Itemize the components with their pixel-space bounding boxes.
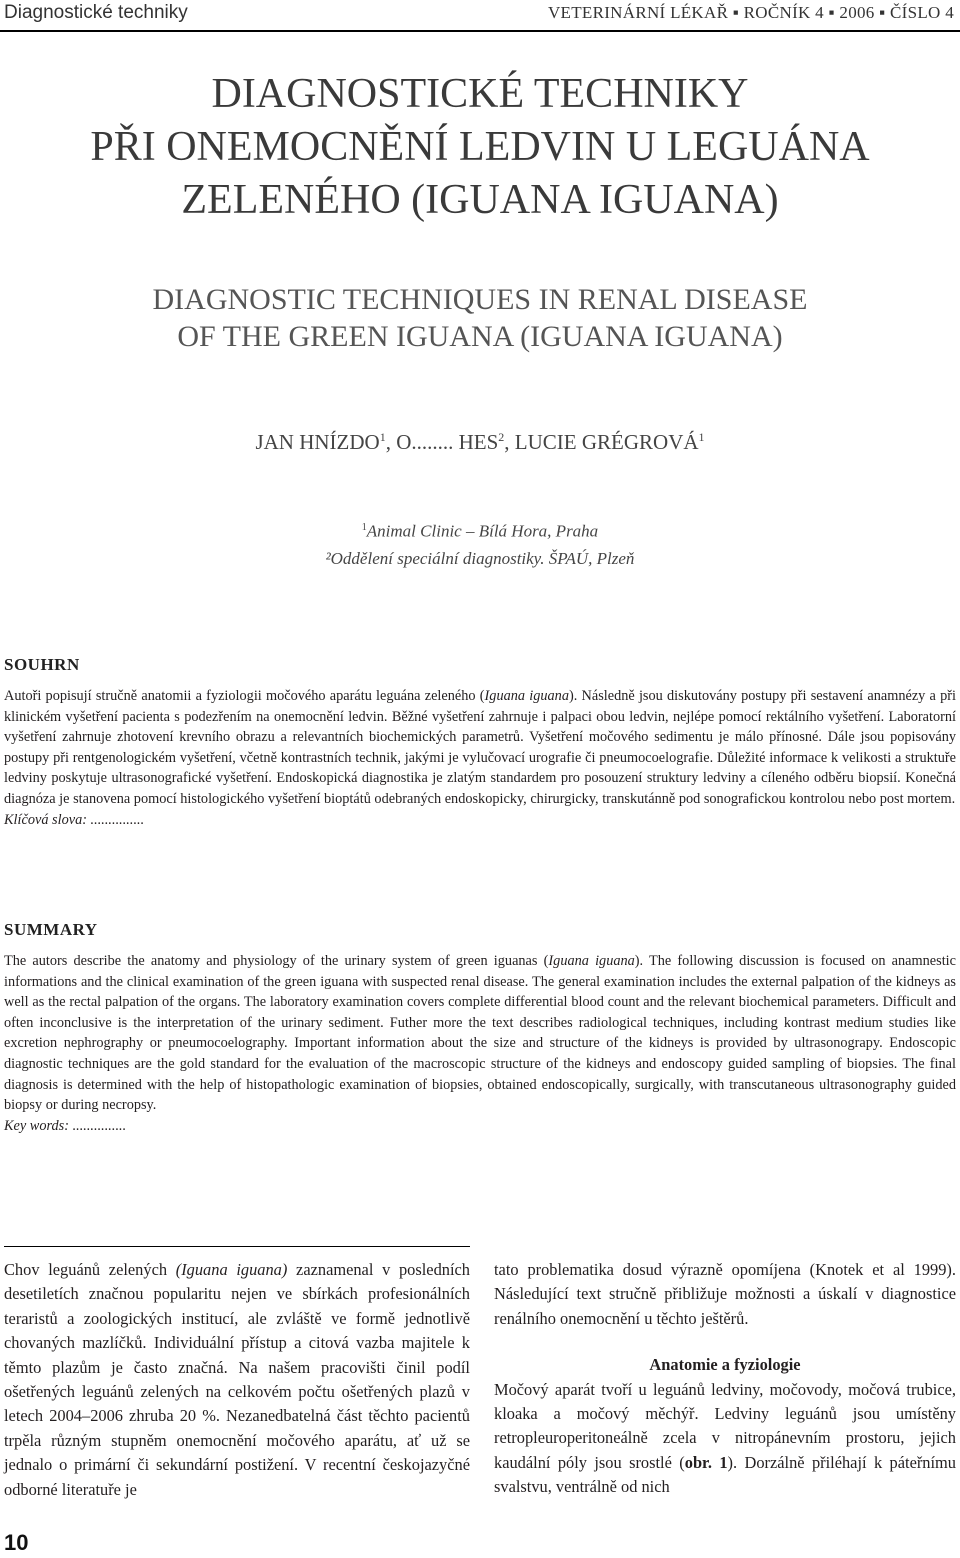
- summary-heading: SUMMARY: [4, 920, 98, 939]
- souhrn-keywords: Klíčová slova: ...............: [4, 811, 145, 828]
- souhrn-text: Autoři popisují stručně anatomii a fyziologii močového aparátu leguána zeleného (Iguana iguana). Následně jsou diskutovány postupy při sestavení anamnézy a při klinickém vyšetření pacienta s podezřením na onemocnění ledvin. Běžné vyšetření zahrnuje i palpaci obou ledvin, nejlépe pomocí rektálního vyšetření. Laboratorní vyšetření zahrnuje zhotovení krevního obrazu a relevantních biochemických parametrů. Vyšetření močového sedimentu je málo přínosné. Dále jsou popisovány postupy při rentgenologickém vyšetření, včetně kontrastních technik, jakými je vylučovací urografie či pneumocoelografie. Důležité informace k velikosti a struktuře ledviny poskytuje ultrasonografické vyšetření. Endoskopická diagnostika je zlatým standardem pro posouzení struktury ledviny a cíleného odběru biopsií. Konečná diagnóza je stanovena pomocí histologického vyšetření bioptátů odebraných endoskopicky, chirurgicky, transkutánně pod sonografickou kontrolou nebo post mortem. Klíčová slova: ...............: [4, 686, 956, 830]
- running-header-section: Diagnostické techniky: [4, 2, 188, 23]
- affiliation-2: ²Oddělení speciální diagnostiky. ŠPAÚ, Plzeň: [325, 548, 635, 568]
- souhrn-heading: SOUHRN: [4, 655, 80, 674]
- author-1: JAN HNÍZDO: [255, 430, 380, 454]
- species-name: Iguana iguana: [484, 688, 569, 704]
- subtitle-line-1: DIAGNOSTIC TECHNIQUES IN RENAL DISEASE: [152, 283, 808, 316]
- figure-reference: obr. 1: [684, 1452, 728, 1472]
- header-divider: [0, 30, 960, 32]
- running-header-journal: VETERINÁRNÍ LÉKAŘ ▪ ROČNÍK 4 ▪ 2006 ▪ ČÍSLO 4: [547, 3, 954, 22]
- body-column-left: Chov leguánů zelených (Iguana iguana) zaznamenal v posledních desetiletích značnou popularitu nejen ve sbírkách profesionálních teraristů a zoologických institucí, ale zvláště ve formě jednotlivě chovaných mazlíčků. Individuální přístup a citová vazba majitele k těmto plazům je často značná. Na našem pracovišti činil podíl ošetřených leguánů zelených na celkovém počtu ošetřených plazů v letech 2004–2006 zhruba 20 %. Nezanedbatelná část těchto pacientů trpěla různým stupněm onemocnění močového aparátu, ať už se jednalo o primární či sekundární postižení. V recentní českojazyčné odborné literatuře je: [4, 1260, 470, 1499]
- body-paragraph: tato problematika dosud výrazně opomíjena (Knotek et al 1999). Následující text stručně přibližuje možnosti a úskalí v diagnostice renálního onemocnění u těchto ještěrů.: [494, 1260, 956, 1328]
- species-name: (Iguana iguana): [175, 1260, 288, 1279]
- title-line-2: PŘI ONEMOCNĚNÍ LEDVIN U LEGUÁNA: [90, 124, 870, 170]
- author-1-affil: 1: [379, 430, 386, 444]
- author-3-affil: 1: [698, 430, 705, 444]
- author-2: , O........ HES: [385, 430, 499, 454]
- affiliation-1: $^1$Animal Clinic – Bílá Hora, Praha: [361, 521, 599, 541]
- article-subtitle: [0, 281, 960, 355]
- page-number: 10: [4, 1530, 29, 1555]
- author-2-affil: 2: [498, 430, 505, 444]
- summary-keywords: Key words: ...............: [4, 1117, 127, 1134]
- section-heading-anatomy: Anatomie a fyziologie: [649, 1355, 801, 1375]
- species-name: Iguana iguana: [548, 953, 635, 969]
- article-title: [0, 68, 960, 227]
- title-line-3: ZELENÉHO (IGUANA IGUANA): [181, 177, 779, 223]
- column-divider: [4, 1246, 470, 1247]
- author-3: , LUCIE GRÉGROVÁ: [504, 430, 699, 454]
- body-paragraph: Močový aparát tvoří u leguánů ledviny, močovody, močová trubice, kloaka a močový měchýř. Ledviny leguánů jsou umístěny retropleuroperitoneálně zcela v nitropánevním prostoru, jejich kaudální póly jsou srostlé (obr. 1). Dorzálně přiléhají k páteřnímu svalstvu, ventrálně od nich: [494, 1379, 956, 1497]
- summary-text: The autors describe the anatomy and physiology of the urinary system of green iguanas (Iguana iguana). The following discussion is focused on anamnestic informations and the clinical examination of the green iguana with suspected renal disease. The general examination includes the external palpation of the kidneys as well as the rectal palpation of the organs. The laboratory examination covers complete differential blood count and the relevant biochemical parameters. Difficult and often inconclusive is the interpretation of the urinary sediment. Futher more the text describes radiological techniques, including kontrast medium studies like excretion nephrography or pneumocoelography. Important information about the size and structure of the kidneys is provided by ultrasonograpy. Endoscopic diagnostic techniques are the gold standard for the evaluation of the macroscopic structure of the kidneys and endoscopy guided sampling of biopsies. The final diagnosis is determined with the help of histopathologic examination of biopsies, obtained endoscopically, surgically, with transcutaneous ultrasonography guided biopsy or during necropsy. Key words: ...............: [4, 951, 956, 1136]
- title-line-1: DIAGNOSTICKÉ TECHNIKY: [211, 71, 749, 117]
- affiliations: [0, 514, 960, 572]
- body-column-right: [494, 1258, 956, 1500]
- subtitle-line-2: OF THE GREEN IGUANA (IGUANA IGUANA): [177, 320, 783, 353]
- author-list: [0, 430, 960, 455]
